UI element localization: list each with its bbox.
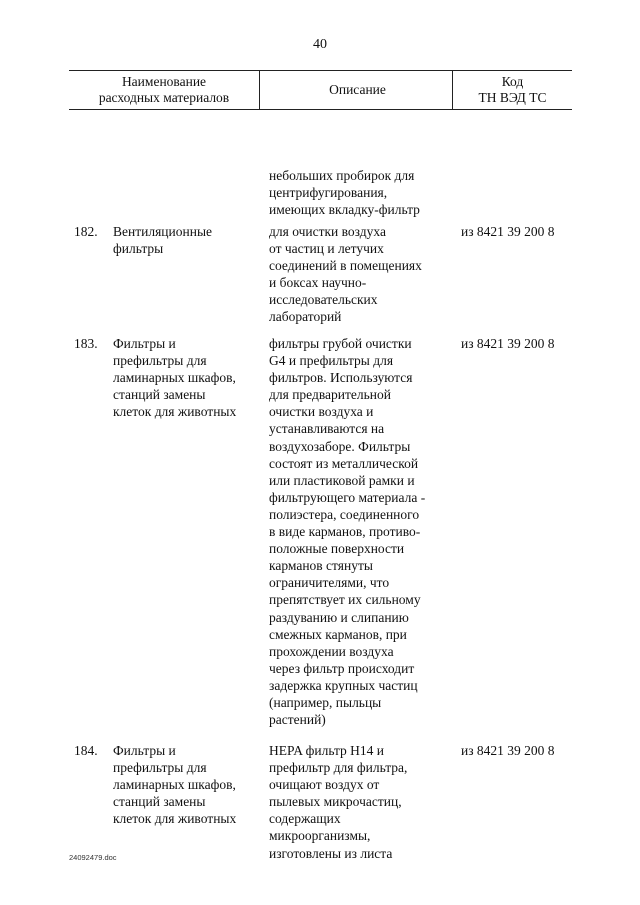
header-divider: [259, 71, 260, 109]
row-description-line: или пластиковой рамки и: [269, 472, 415, 488]
row-description: [269, 335, 453, 728]
row-name: [113, 223, 261, 257]
row-description-line: префильтр для фильтра,: [269, 760, 408, 776]
row-description-line: в виде карманов, противо-: [269, 524, 421, 540]
row-description-line: карманов стянуты: [269, 558, 373, 574]
row-name-line: ламинарных шкафов,: [113, 777, 236, 793]
row-description-line: изготовлены из листа: [269, 845, 393, 861]
row-description-line: содержащих: [269, 811, 341, 827]
row-code: из 8421 39 200 8: [461, 743, 555, 758]
row-name-line: фильтры: [113, 241, 164, 257]
row-code: из 8421 39 200 8: [461, 224, 555, 239]
row-description-line: от частиц и летучих: [269, 241, 384, 257]
footer-filename: 24092479.doc: [69, 853, 117, 862]
header-name-line: расходных материалов: [98, 90, 230, 105]
row-description-line: положные поверхности: [269, 541, 405, 557]
header-code-line: Код: [501, 74, 524, 89]
row-code: из 8421 39 200 8: [461, 336, 555, 351]
row-name-line: Фильтры и: [113, 336, 176, 351]
row-name-line: Фильтры и: [113, 743, 176, 758]
row-name-line: префильтры для: [113, 760, 207, 776]
row-description-line: соединений в помещениях: [269, 258, 422, 274]
row-description: [269, 167, 453, 218]
row-description-line: лабораторий: [269, 309, 342, 325]
page-number: 40: [313, 37, 327, 52]
row-name: [113, 742, 261, 827]
row-description-line: воздухозаборе. Фильтры: [269, 438, 411, 454]
row-description-line: фильтры грубой очистки: [269, 336, 412, 351]
row-description-line: G4 и префильтры для: [269, 353, 394, 369]
row-description-line: прохождении воздуха: [269, 643, 394, 659]
row-name-line: станций замены: [113, 794, 206, 810]
table-header: [69, 70, 572, 110]
row-name: [113, 335, 261, 420]
row-description-line: смежных карманов, при: [269, 626, 407, 642]
row-description-line: растений): [269, 712, 326, 728]
header-code-line: ТН ВЭД ТС: [478, 90, 547, 105]
row-description-line: исследовательских: [269, 292, 378, 308]
row-description-line: пылевых микрочастиц,: [269, 794, 402, 810]
row-description-line: препятствует их сильному: [269, 592, 421, 608]
row-description-line: очистки воздуха и: [269, 404, 374, 420]
row-description-line: (например, пыльцы: [269, 694, 382, 710]
row-description-line: очищают воздух от: [269, 777, 380, 793]
row-name-line: Вентиляционные: [113, 224, 213, 239]
row-description-line: и боксах научно-: [269, 275, 367, 291]
row-number: 182.: [74, 224, 98, 239]
header-name-line: Наименование: [121, 74, 207, 89]
row-description-line: через фильтр происходит: [269, 660, 415, 676]
row-description-line: небольших пробирок для: [269, 168, 415, 183]
row-description-line: фильтрующего материала -: [269, 489, 426, 505]
row-name-line: клеток для животных: [113, 811, 237, 827]
row-description-line: задержка крупных частиц: [269, 677, 418, 693]
row-description-line: устанавливаются на: [269, 421, 385, 437]
row-description-line: микроорганизмы,: [269, 828, 371, 844]
row-name-line: префильтры для: [113, 353, 207, 369]
row-name-line: ламинарных шкафов,: [113, 370, 236, 386]
row-description-line: для предварительной: [269, 387, 391, 403]
row-description: [269, 223, 453, 326]
row-description-line: полиэстера, соединенного: [269, 506, 420, 522]
row-description-line: центрифугирования,: [269, 185, 388, 201]
row-description: [269, 742, 453, 862]
row-number: 184.: [74, 743, 98, 758]
row-description-line: HEPA фильтр H14 и: [269, 743, 385, 758]
row-description-line: ограничителями, что: [269, 575, 390, 591]
row-description-line: фильтров. Используются: [269, 370, 413, 386]
row-number: 183.: [74, 336, 98, 351]
row-description-line: раздуванию и слипанию: [269, 609, 409, 625]
header-code: [453, 74, 572, 106]
header-name: [69, 74, 259, 106]
row-name-line: станций замены: [113, 387, 206, 403]
row-description-line: имеющих вкладку-фильтр: [269, 202, 420, 218]
header-description: [262, 82, 453, 98]
header-description-line: Описание: [329, 82, 386, 97]
row-description-line: состоят из металлической: [269, 455, 419, 471]
row-description-line: для очистки воздуха: [269, 224, 386, 239]
row-name-line: клеток для животных: [113, 404, 237, 420]
